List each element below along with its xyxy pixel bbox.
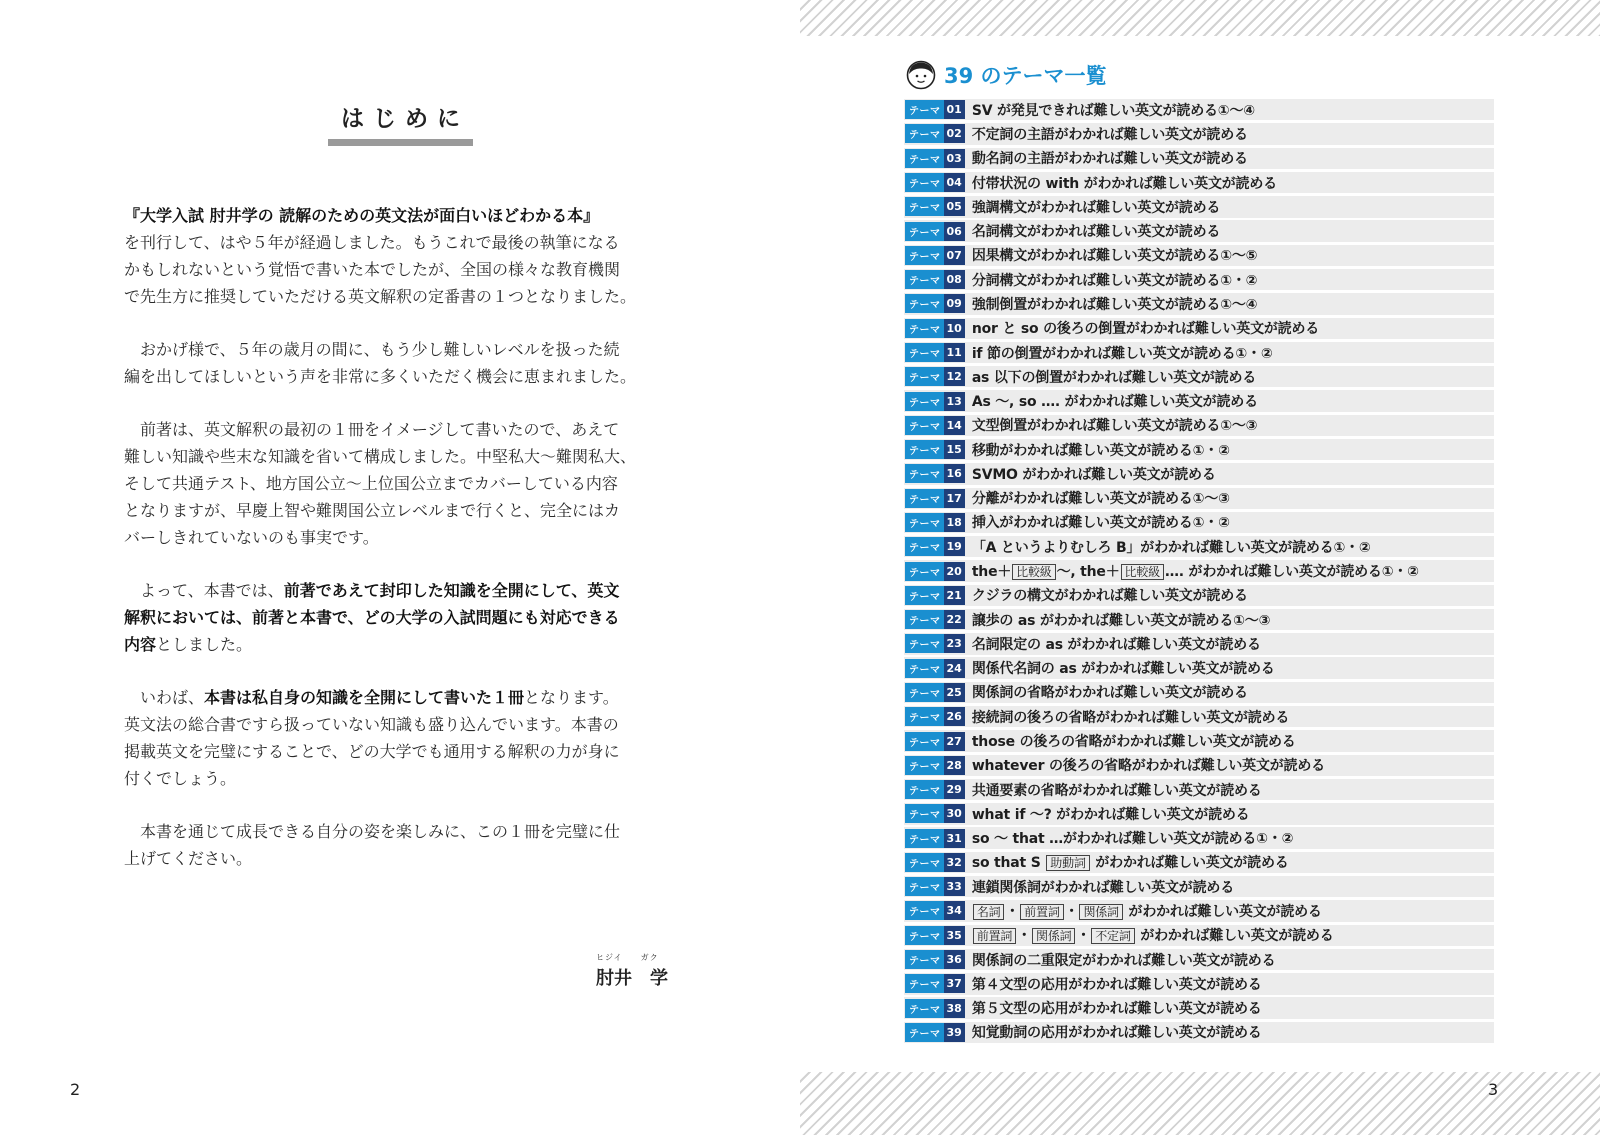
emphasis-text: 本書は私自身の知識を全開にして書いた１冊: [204, 688, 525, 707]
theme-number: 25: [944, 683, 965, 702]
theme-row: [904, 755, 1494, 776]
theme-text-part: がわかれば難しい英文が読める: [1123, 903, 1322, 920]
author-signature: [596, 952, 676, 990]
theme-title: [972, 270, 1258, 290]
right-page: [800, 0, 1600, 1135]
theme-text-part: 名詞限定の as がわかれば難しい英文が読める: [971, 636, 1261, 653]
theme-badge-label: テーマ: [905, 683, 944, 702]
theme-text-part: 不定詞の主語がわかれば難しい英文が読める: [971, 126, 1248, 143]
theme-row: [904, 633, 1494, 654]
theme-row: [904, 585, 1494, 606]
theme-title: [972, 901, 1322, 921]
theme-text-part: 移動がわかれば難しい英文が読める①・②: [971, 442, 1230, 459]
theme-badge-label: テーマ: [905, 294, 944, 313]
boxed-term: 助動詞: [1046, 855, 1089, 871]
theme-badge: [905, 659, 965, 678]
theme-text-part: 関係詞の二重限定がわかれば難しい英文が読める: [971, 952, 1276, 969]
boxed-term: 名詞: [973, 904, 1005, 920]
theme-number: 22: [944, 610, 965, 629]
theme-badge: [905, 586, 965, 605]
theme-badge: [905, 270, 965, 289]
theme-badge-label: テーマ: [905, 489, 944, 508]
theme-badge: [905, 197, 965, 216]
paragraph-text: としました。: [156, 635, 253, 654]
boxed-term: 関係詞: [1079, 904, 1122, 920]
theme-text-part: 共通要素の省略がわかれば難しい英文が読める: [971, 782, 1262, 799]
theme-badge-label: テーマ: [905, 926, 944, 945]
theme-row: [904, 415, 1494, 436]
theme-text-part: 分詞構文がわかれば難しい英文が読める①・②: [971, 272, 1258, 289]
theme-number: 34: [944, 901, 965, 920]
theme-number: 27: [944, 732, 965, 751]
boxed-term: 比較級: [1012, 564, 1055, 580]
theme-title: [972, 658, 1275, 678]
theme-text-part: 関係詞の省略がわかれば難しい英文が読める: [971, 685, 1248, 702]
theme-number: 10: [944, 319, 965, 338]
theme-title: [972, 998, 1262, 1018]
theme-badge: [905, 416, 965, 435]
theme-row: [904, 220, 1494, 241]
theme-badge: [905, 829, 965, 848]
theme-badge-label: テーマ: [905, 610, 944, 629]
theme-row: [904, 123, 1494, 144]
paragraph-text: となります。 英文法の総合書ですら扱っていない知識も盛り込んでいます。本書の 掲載英文を完璧にすることで、どの大学でも通用する解釈の力が身に 付くでしょう。: [124, 688, 620, 788]
theme-row: [904, 997, 1494, 1018]
theme-title: [972, 682, 1248, 702]
theme-badge-label: テーマ: [905, 319, 944, 338]
theme-number: 05: [944, 197, 965, 216]
boxed-term: 比較級: [1121, 564, 1164, 580]
page-number-right: 3: [1488, 1080, 1499, 1099]
paragraph-text: よって、本書では、: [124, 581, 284, 600]
theme-text-part: 知覚動詞の応用がわかれば難しい英文が読める: [971, 1025, 1262, 1042]
theme-text-part: 第５文型の応用がわかれば難しい英文が読める: [971, 1001, 1262, 1018]
theme-text-part: 動名詞の主語がわかれば難しい英文が読める: [971, 151, 1248, 168]
theme-text-part: SVMO がわかれば難しい英文が読める: [971, 466, 1216, 483]
theme-row: [904, 512, 1494, 533]
theme-badge-label: テーマ: [905, 634, 944, 653]
theme-number: 26: [944, 707, 965, 726]
theme-number: 20: [944, 562, 965, 581]
theme-badge: [905, 100, 965, 119]
theme-title: [972, 124, 1248, 144]
theme-text-part: クジラの構文がわかれば難しい英文が読める: [971, 588, 1248, 605]
theme-title: [972, 731, 1296, 751]
theme-number: 09: [944, 294, 965, 313]
theme-number: 29: [944, 780, 965, 799]
face-icon: [906, 60, 936, 90]
theme-text-part: ～, the＋: [1056, 564, 1120, 581]
theme-number: 07: [944, 246, 965, 265]
theme-text-part: whatever の後ろの省略がわかれば難しい英文が読める: [971, 758, 1325, 775]
theme-text-part: if 節の倒置がわかれば難しい英文が読める①・②: [971, 345, 1273, 362]
theme-row: [904, 366, 1494, 387]
theme-text-part: so ～ that …がわかれば難しい英文が読める①・②: [971, 831, 1294, 848]
emphasis-text: 『大学入試 肘井学の 読解のための英文法が面白いほどわかる本』: [124, 206, 600, 225]
theme-list-title: 39 のテーマ一覧: [944, 64, 1107, 88]
theme-number: 02: [944, 124, 965, 143]
theme-text-part: As ～, so …. がわかれば難しい英文が読める: [971, 394, 1258, 411]
theme-row: [904, 779, 1494, 800]
theme-badge: [905, 683, 965, 702]
theme-badge-label: テーマ: [905, 222, 944, 241]
theme-title: [972, 828, 1293, 848]
theme-text-part: nor と so の後ろの倒置がわかれば難しい英文が読める: [971, 321, 1320, 338]
theme-number: 24: [944, 659, 965, 678]
page-number-left: 2: [70, 1080, 81, 1099]
theme-number: 36: [944, 950, 965, 969]
theme-row: [904, 342, 1494, 363]
theme-row: [904, 390, 1494, 411]
theme-badge: [905, 343, 965, 362]
theme-list: [904, 99, 1494, 1046]
theme-badge-label: テーマ: [905, 440, 944, 459]
theme-text-part: 譲歩の as がわかれば難しい英文が読める①～③: [971, 612, 1271, 629]
theme-badge: [905, 222, 965, 241]
paragraph-text: いわば、: [124, 688, 205, 707]
theme-text-part: 文型倒置がわかれば難しい英文が読める①～③: [971, 418, 1258, 435]
theme-badge: [905, 853, 965, 872]
theme-badge-label: テーマ: [905, 270, 944, 289]
theme-title: [972, 197, 1220, 217]
theme-badge: [905, 513, 965, 532]
theme-number: 31: [944, 829, 965, 848]
theme-text-part: …. がわかれば難しい英文が読める①・②: [1164, 564, 1419, 581]
theme-row: [904, 730, 1494, 751]
theme-badge-label: テーマ: [905, 537, 944, 556]
theme-title: [972, 537, 1371, 557]
theme-badge-label: テーマ: [905, 367, 944, 386]
theme-badge: [905, 246, 965, 265]
theme-text-part: those の後ろの省略がわかれば難しい英文が読める: [971, 734, 1296, 750]
theme-title: [972, 148, 1248, 168]
theme-title: [972, 755, 1325, 775]
theme-row: [904, 876, 1494, 897]
theme-text-part: 関係代名詞の as がわかれば難しい英文が読める: [971, 661, 1275, 678]
theme-text-part: がわかれば難しい英文が読める: [1090, 855, 1289, 872]
theme-badge-label: テーマ: [905, 659, 944, 678]
theme-title: [972, 100, 1255, 120]
theme-row: [904, 99, 1494, 120]
theme-badge: [905, 999, 965, 1018]
theme-badge: [905, 901, 965, 920]
preface-body: [124, 202, 684, 898]
theme-badge: [905, 319, 965, 338]
preface-paragraph: [124, 818, 684, 872]
theme-badge: [905, 804, 965, 823]
theme-title: [972, 464, 1216, 484]
theme-row: [904, 682, 1494, 703]
boxed-term: 関係詞: [1032, 928, 1075, 944]
theme-title: [972, 804, 1250, 824]
boxed-term: 前置詞: [973, 928, 1016, 944]
hatch-band-bottom: [800, 1072, 1600, 1135]
theme-row: [904, 318, 1494, 339]
theme-badge: [905, 780, 965, 799]
theme-text-part: 強調構文がわかれば難しい英文が読める: [971, 199, 1221, 216]
theme-title: [972, 415, 1258, 435]
theme-number: 15: [944, 440, 965, 459]
preface-paragraph: [124, 577, 684, 658]
theme-number: 04: [944, 173, 965, 192]
theme-badge: [905, 464, 965, 483]
theme-badge: [905, 367, 965, 386]
theme-badge-label: テーマ: [905, 804, 944, 823]
theme-badge-label: テーマ: [905, 197, 944, 216]
theme-number: 12: [944, 367, 965, 386]
theme-badge: [905, 756, 965, 775]
theme-text-part: 接続詞の後ろの省略がわかれば難しい英文が読める: [971, 709, 1290, 726]
theme-number: 16: [944, 464, 965, 483]
theme-row: [904, 852, 1494, 873]
theme-text-part: 挿入がわかれば難しい英文が読める①・②: [971, 515, 1230, 532]
theme-text-part: 「A というよりむしろ B」がわかれば難しい英文が読める①・②: [971, 539, 1371, 556]
theme-badge-label: テーマ: [905, 246, 944, 265]
paragraph-text: 前著は、英文解釈の最初の１冊をイメージして書いたので、あえて 難しい知識や些末な知識を省いて構成しました。中堅私大～難関私大、 そして共通テスト、地方国公立～上位国公立までカバーしている内容 となりますが、早慶上智や難関国公立レベルまで行くと、完全にはカ バーしきれていないのも事実です。: [124, 420, 637, 547]
author-name: 肘井 学: [596, 968, 668, 989]
theme-badge-label: テーマ: [905, 464, 944, 483]
theme-text-part: as 以下の倒置がわかれば難しい英文が読める: [971, 369, 1257, 386]
theme-badge-label: テーマ: [905, 513, 944, 532]
theme-title: [972, 440, 1230, 460]
theme-text-part: 名詞構文がわかれば難しい英文が読める: [971, 224, 1221, 241]
theme-number: 11: [944, 343, 965, 362]
theme-list-header: [906, 60, 1107, 90]
theme-title: [972, 488, 1230, 508]
theme-badge-label: テーマ: [905, 562, 944, 581]
theme-badge: [905, 877, 965, 896]
theme-row: [904, 488, 1494, 509]
theme-badge-label: テーマ: [905, 173, 944, 192]
theme-number: 19: [944, 537, 965, 556]
preface-paragraph: [124, 684, 684, 792]
theme-badge: [905, 124, 965, 143]
theme-title: [972, 852, 1289, 872]
theme-number: 06: [944, 222, 965, 241]
theme-badge: [905, 732, 965, 751]
theme-text-part: 付帯状況の with がわかれば難しい英文が読める: [971, 175, 1277, 192]
theme-badge: [905, 634, 965, 653]
theme-row: [904, 925, 1494, 946]
theme-text-part: ・: [1076, 928, 1091, 945]
theme-row: [904, 463, 1494, 484]
theme-badge-label: テーマ: [905, 343, 944, 362]
paragraph-text: おかげ様で、５年の歳月の間に、もう少し難しいレベルを扱った続 編を出してほしいという声を非常に多くいただく機会に恵まれました。: [124, 340, 637, 386]
theme-badge-label: テーマ: [905, 877, 944, 896]
preface-paragraph: [124, 416, 684, 551]
theme-badge: [905, 173, 965, 192]
theme-row: [904, 900, 1494, 921]
page-title: はじめに: [328, 100, 473, 146]
theme-title: [972, 950, 1276, 970]
theme-badge: [905, 950, 965, 969]
theme-number: 35: [944, 926, 965, 945]
theme-row: [904, 172, 1494, 193]
theme-title: [972, 512, 1230, 532]
theme-title: [972, 925, 1334, 945]
theme-badge-label: テーマ: [905, 974, 944, 993]
theme-title: [972, 634, 1261, 654]
theme-title: [972, 343, 1273, 363]
theme-badge-label: テーマ: [905, 999, 944, 1018]
theme-badge-label: テーマ: [905, 901, 944, 920]
theme-number: 14: [944, 416, 965, 435]
theme-title: [972, 221, 1220, 241]
theme-number: 23: [944, 634, 965, 653]
theme-text-part: what if ～? がわかれば難しい英文が読める: [971, 806, 1250, 823]
theme-badge-label: テーマ: [905, 1023, 944, 1042]
theme-row: [904, 1022, 1494, 1043]
theme-text-part: 強制倒置がわかれば難しい英文が読める①～④: [971, 296, 1258, 313]
theme-text-part: SV が発見できれば難しい英文が読める①～④: [971, 102, 1255, 119]
theme-row: [904, 973, 1494, 994]
theme-badge-label: テーマ: [905, 149, 944, 168]
theme-badge: [905, 562, 965, 581]
theme-badge-label: テーマ: [905, 829, 944, 848]
theme-row: [904, 293, 1494, 314]
theme-badge-label: テーマ: [905, 853, 944, 872]
theme-row: [904, 803, 1494, 824]
paragraph-text: を刊行して、はや５年が経過しました。もうこれで最後の執筆になる かもしれないという覚悟で書いた本でしたが、全国の様々な教育機関 で先生方に推奨していただける英文解釈の定番書の１つとなりました。: [124, 233, 637, 306]
theme-number: 37: [944, 974, 965, 993]
theme-row: [904, 536, 1494, 557]
preface-paragraph: [124, 202, 684, 310]
theme-badge: [905, 610, 965, 629]
theme-text-part: がわかれば難しい英文が読める: [1135, 928, 1334, 945]
hatch-band-top: [800, 0, 1600, 36]
theme-title: [972, 391, 1258, 411]
theme-badge-label: テーマ: [905, 392, 944, 411]
theme-badge-label: テーマ: [905, 756, 944, 775]
theme-title: [972, 707, 1289, 727]
theme-row: [904, 245, 1494, 266]
theme-text-part: ・: [1017, 928, 1032, 945]
theme-row: [904, 148, 1494, 169]
theme-text-part: the＋: [971, 564, 1012, 581]
theme-row: [904, 657, 1494, 678]
theme-title: [972, 610, 1270, 630]
theme-title: [972, 367, 1256, 387]
theme-badge: [905, 926, 965, 945]
theme-number: 39: [944, 1023, 965, 1042]
theme-title: [972, 245, 1258, 265]
theme-badge-label: テーマ: [905, 707, 944, 726]
boxed-term: 不定詞: [1091, 928, 1134, 944]
theme-row: [904, 560, 1494, 581]
theme-text-part: 分離がわかれば難しい英文が読める①～③: [971, 491, 1230, 508]
theme-badge: [905, 294, 965, 313]
theme-number: 01: [944, 100, 965, 119]
theme-number: 18: [944, 513, 965, 532]
theme-badge: [905, 537, 965, 556]
theme-badge: [905, 707, 965, 726]
theme-title: [972, 1022, 1262, 1042]
theme-row: [904, 949, 1494, 970]
emphasis-text: 前著であえて封印した知識を全開にして、英文 解釈においては、前著と本書で、どの大学の入試問題にも対応できる 内容: [124, 581, 620, 654]
theme-badge-label: テーマ: [905, 780, 944, 799]
theme-badge: [905, 1023, 965, 1042]
theme-title: [972, 294, 1258, 314]
theme-text-part: 因果構文がわかれば難しい英文が読める①～⑤: [971, 248, 1258, 265]
theme-badge: [905, 489, 965, 508]
theme-row: [904, 439, 1494, 460]
theme-row: [904, 706, 1494, 727]
theme-number: 33: [944, 877, 965, 896]
theme-title: [972, 585, 1248, 605]
theme-title: [972, 877, 1234, 897]
theme-badge: [905, 392, 965, 411]
theme-text-part: ・: [1064, 903, 1079, 920]
theme-text-part: 第４文型の応用がわかれば難しい英文が読める: [971, 976, 1262, 993]
preface-paragraph: [124, 336, 684, 390]
theme-text-part: so that S: [971, 855, 1046, 872]
theme-number: 21: [944, 586, 965, 605]
theme-badge: [905, 440, 965, 459]
theme-badge-label: テーマ: [905, 124, 944, 143]
theme-badge: [905, 149, 965, 168]
theme-badge-label: テーマ: [905, 732, 944, 751]
theme-title: [972, 974, 1262, 994]
theme-text-part: 連鎖関係詞がわかれば難しい英文が読める: [971, 879, 1235, 896]
author-ruby: ヒジイ ガク: [596, 953, 659, 962]
paragraph-text: 本書を通じて成長できる自分の姿を楽しみに、この１冊を完璧に仕 上げてください。: [124, 822, 621, 868]
theme-number: 17: [944, 489, 965, 508]
theme-number: 08: [944, 270, 965, 289]
theme-text-part: ・: [1005, 903, 1020, 920]
theme-badge-label: テーマ: [905, 100, 944, 119]
theme-number: 13: [944, 392, 965, 411]
theme-badge-label: テーマ: [905, 416, 944, 435]
theme-number: 30: [944, 804, 965, 823]
theme-title: [972, 780, 1262, 800]
theme-title: [972, 318, 1319, 338]
theme-badge: [905, 974, 965, 993]
theme-badge-label: テーマ: [905, 950, 944, 969]
theme-badge-label: テーマ: [905, 586, 944, 605]
boxed-term: 前置詞: [1020, 904, 1063, 920]
theme-title: [972, 561, 1419, 581]
theme-title: [972, 173, 1277, 193]
theme-row: [904, 827, 1494, 848]
theme-number: 38: [944, 999, 965, 1018]
theme-number: 28: [944, 756, 965, 775]
theme-row: [904, 609, 1494, 630]
theme-number: 03: [944, 149, 965, 168]
theme-number: 32: [944, 853, 965, 872]
theme-row: [904, 196, 1494, 217]
theme-row: [904, 269, 1494, 290]
